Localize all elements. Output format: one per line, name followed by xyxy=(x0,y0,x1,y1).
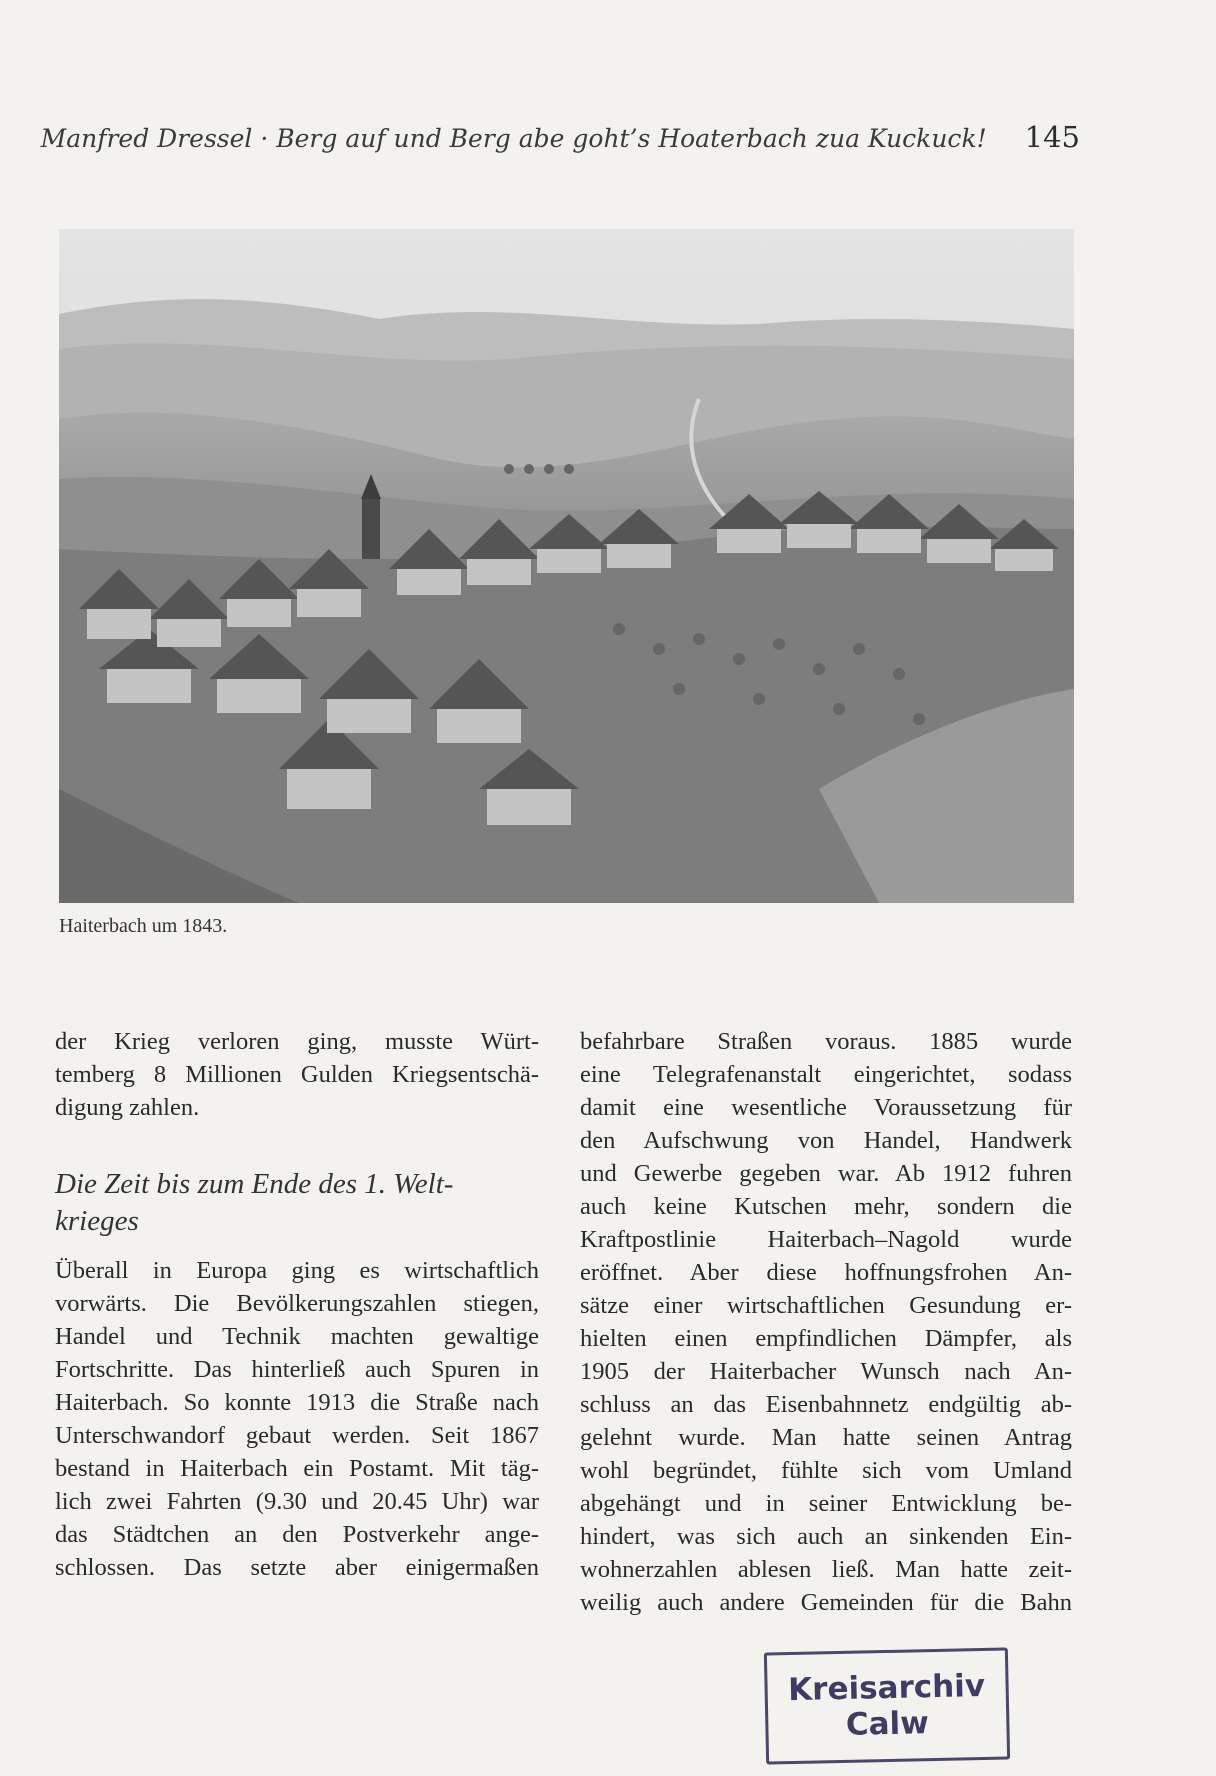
archive-stamp xyxy=(764,1647,1010,1764)
section-heading-line: krieges xyxy=(55,1205,139,1237)
historical-engraving-haiterbach xyxy=(59,229,1074,903)
stamp-line-1: Kreisarchiv xyxy=(787,1667,986,1709)
text-line: Unterschwandorf gebaut werden. Seit 1867 xyxy=(55,1422,539,1449)
text-line: Überall in Europa ging es wirtschaftlich xyxy=(55,1257,539,1284)
text-line: befahrbare Straßen voraus. 1885 wurde xyxy=(580,1028,1072,1055)
running-title: Manfred Dressel · Berg auf und Berg abe goht’s Hoaterbach zua Kuckuck! xyxy=(40,124,987,153)
text-line: vorwärts. Die Bevölkerungszahlen stiegen, xyxy=(55,1290,539,1317)
text-line: das Städtchen an den Postverkehr ange- xyxy=(55,1521,539,1548)
text-line: eröffnet. Aber diese hoffnungsfrohen An- xyxy=(580,1259,1072,1286)
text-line: hielten einen empfindlichen Dämpfer, als xyxy=(580,1325,1072,1352)
text-line: damit eine wesentliche Voraussetzung für xyxy=(580,1094,1072,1121)
text-line: den Aufschwung von Handel, Handwerk xyxy=(580,1127,1072,1154)
text-line: schluss an das Eisenbahnnetz endgültig ab- xyxy=(580,1391,1072,1418)
text-line: der Krieg verloren ging, musste Würt- xyxy=(55,1028,539,1055)
text-line: eine Telegrafenanstalt eingerichtet, sodass xyxy=(580,1061,1072,1088)
text-line: sätze einer wirtschaftlichen Gesundung er- xyxy=(580,1292,1072,1319)
text-line: abgehängt und in seiner Entwicklung be- xyxy=(580,1490,1072,1517)
text-line: schlossen. Das setzte aber einigermaßen xyxy=(55,1554,539,1581)
text-line: Haiterbach. So konnte 1913 die Straße nach xyxy=(55,1389,539,1416)
section-heading-line: Die Zeit bis zum Ende des 1. Welt- xyxy=(55,1168,454,1200)
text-line: gelehnt wurde. Man hatte seinen Antrag xyxy=(580,1424,1072,1451)
text-line: Handel und Technik machten gewaltige xyxy=(55,1323,539,1350)
text-line: digung zahlen. xyxy=(55,1094,200,1121)
text-line: wohl begründet, fühlte sich vom Umland xyxy=(580,1457,1072,1484)
text-line: hindert, was sich auch an sinkenden Ein- xyxy=(580,1523,1072,1550)
running-header xyxy=(40,120,1080,160)
left-text-column xyxy=(55,1025,539,1584)
text-line: Fortschritte. Das hinterließ auch Spuren in xyxy=(55,1356,539,1383)
text-line: Kraftpostlinie Haiterbach–Nagold wurde xyxy=(580,1226,1072,1253)
page-number: 145 xyxy=(1024,120,1080,154)
text-line: und Gewerbe gegeben war. Ab 1912 fuhren xyxy=(580,1160,1072,1187)
text-line: weilig auch andere Gemeinden für die Bahn xyxy=(580,1589,1072,1616)
text-line: bestand in Haiterbach ein Postamt. Mit täg- xyxy=(55,1455,539,1482)
stamp-line-2: Calw xyxy=(845,1705,930,1743)
town-landscape-illustration xyxy=(59,229,1074,903)
text-line: auch keine Kutschen mehr, sondern die xyxy=(580,1193,1072,1220)
right-text-column xyxy=(580,1025,1072,1619)
text-line: temberg 8 Millionen Gulden Kriegsentschä- xyxy=(55,1061,539,1088)
text-line: wohnerzahlen ablesen ließ. Man hatte zeit- xyxy=(580,1556,1072,1583)
figure-caption: Haiterbach um 1843. xyxy=(59,915,228,937)
text-line: lich zwei Fahrten (9.30 und 20.45 Uhr) war xyxy=(55,1488,539,1515)
text-line: 1905 der Haiterbacher Wunsch nach An- xyxy=(580,1358,1072,1385)
